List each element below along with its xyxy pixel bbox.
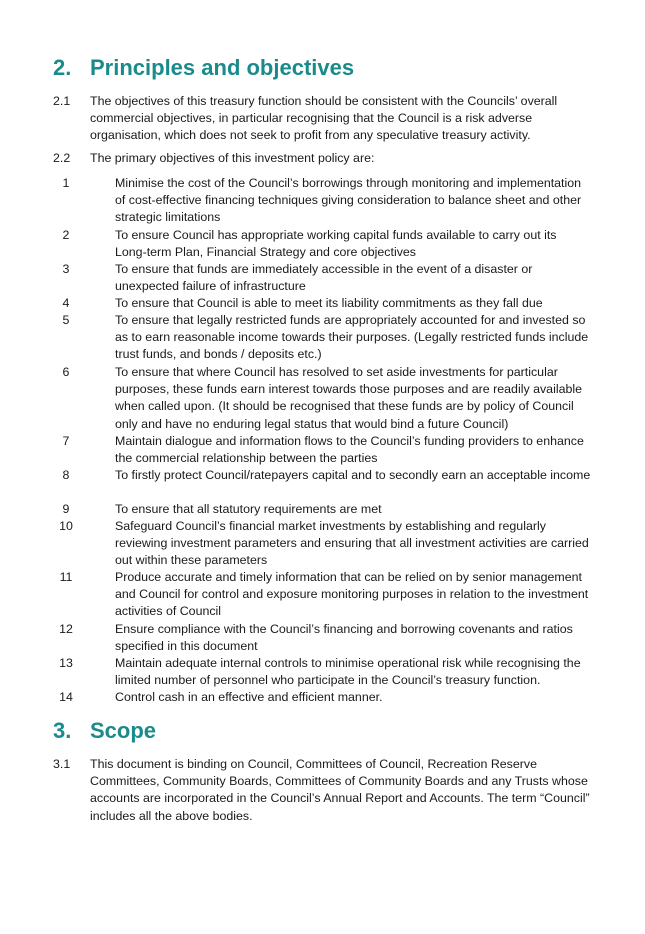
objective-number: 5 [62, 313, 70, 327]
section-3-title: Scope [90, 718, 157, 743]
objective-number: 3 [62, 262, 70, 276]
objective-text: To ensure Council has appropriate working capital funds available to carry out its Long-term Plan, Financial Strategy and core objectives [115, 228, 557, 260]
objective-number: 1 [62, 176, 70, 190]
objective-text: To ensure that all statutory requirements are met [115, 502, 382, 516]
objective-number: 14 [59, 690, 73, 704]
objective-number: 4 [62, 296, 70, 310]
paragraph-text: The objectives of this treasury function should be consistent with the Councils’ overall commercial objectives, in particular recognising that the Council is a risk adverse organisation, which does not seek to profit from any speculative treasury activity. [90, 94, 558, 143]
objective-text: Safeguard Council’s financial market investments by establishing and regularly reviewing investment parameters and ensuring that all investment activities are carried out within these parameters [115, 519, 589, 568]
objective-text: To ensure that Council is able to meet its liability commitments as they fall due [115, 296, 543, 310]
paragraph-number: 2.1 [53, 94, 71, 108]
section-2-title: Principles and objectives [90, 55, 355, 80]
objective-text: Produce accurate and timely information that can be relied on by senior management and Council for control and exposure monitoring purposes in relation to the investment activities of Council [115, 570, 589, 619]
objective-text: To ensure that funds are immediately accessible in the event of a disaster or unexpected failure of infrastructure [115, 262, 533, 294]
objective-number: 13 [59, 656, 73, 670]
objective-number: 7 [62, 434, 70, 448]
objective-number: 2 [62, 228, 70, 242]
paragraph-number: 2.2 [53, 151, 71, 165]
objective-text: To firstly protect Council/ratepayers capital and to secondly earn an acceptable income [115, 468, 591, 482]
objective-number: 6 [62, 365, 70, 379]
objective-number: 8 [62, 468, 70, 482]
section-2-number: 2. [53, 55, 72, 80]
objective-number: 12 [59, 622, 73, 636]
section-3-heading [53, 718, 156, 744]
objective-text: Minimise the cost of the Council’s borrowings through monitoring and implementation of cost-effective financing techniques giving consideration to balance sheet and other strategic limitations [115, 176, 582, 225]
paragraph-text: The primary objectives of this investment policy are: [90, 151, 375, 165]
objective-text: Control cash in an effective and efficient manner. [115, 690, 383, 704]
objective-text: Maintain dialogue and information flows to the Council’s funding providers to enhance the commercial relationship between the parties [115, 434, 584, 466]
paragraph-number: 3.1 [53, 757, 71, 771]
paragraph-text: This document is binding on Council, Committees of Council, Recreation Reserve Committees, Community Boards, Committees of Community Boards and any Trusts whose accounts are incorporated in the Council’s Annual Report and Accounts. The term “Council” includes all the above bodies. [90, 757, 590, 823]
objective-number: 9 [62, 502, 70, 516]
objective-text: To ensure that legally restricted funds are appropriately accounted for and invested so as to earn reasonable income towards their purposes. (Legally restricted funds include trust funds, and bonds / deposits etc.) [115, 313, 589, 362]
objective-text: Maintain adequate internal controls to minimise operational risk while recognising the limited number of personnel who participate in the Council’s treasury function. [115, 656, 581, 688]
objective-number: 10 [59, 519, 73, 533]
objective-number: 11 [59, 570, 73, 584]
objective-text: To ensure that where Council has resolved to set aside investments for particular purposes, these funds earn interest towards those purposes and are readily available when called upon. (It should be recognised that these funds are by policy of Council only and have no enduring legal status that would bind a future Council) [115, 365, 582, 431]
section-2-heading [53, 55, 354, 81]
section-3-number: 3. [53, 718, 72, 743]
objective-text: Ensure compliance with the Council’s financing and borrowing covenants and ratios specified in this document [115, 622, 573, 654]
